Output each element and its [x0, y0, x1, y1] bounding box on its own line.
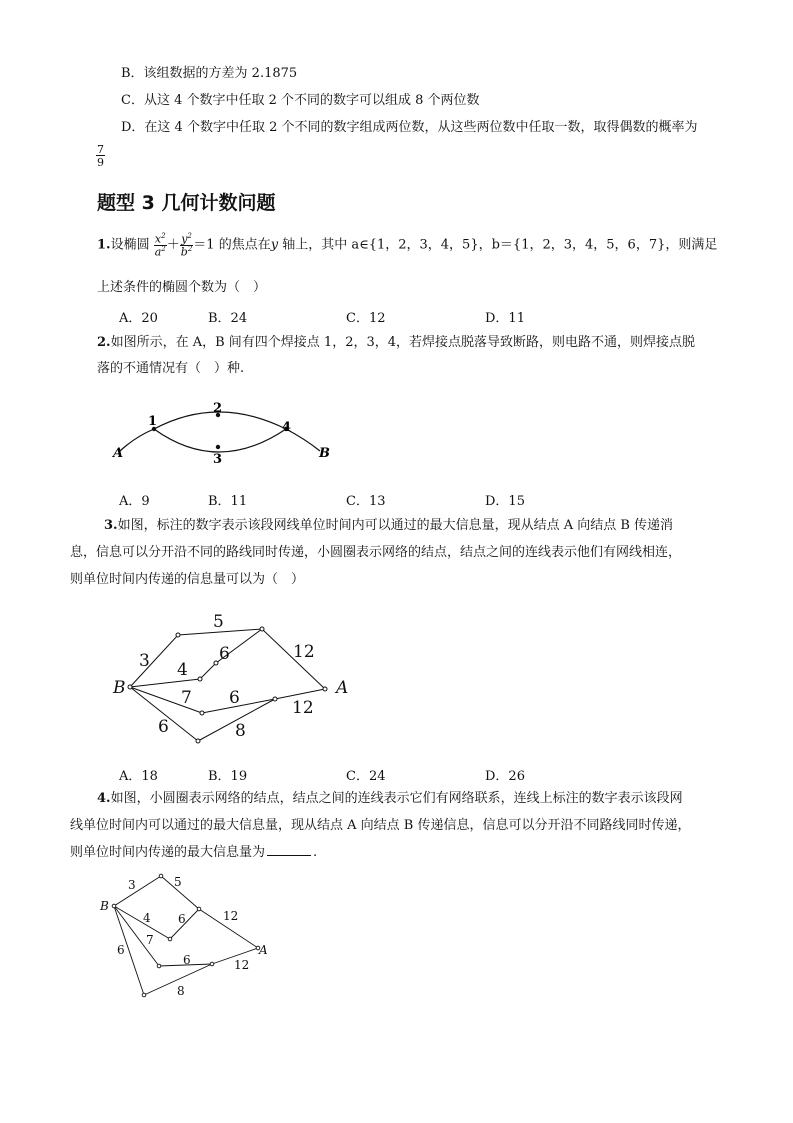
q3-line2: 息，信息可以分开沿不同的路线同时传递，小圆圈表示网络的结点，结点之间的连线表示他们有网线相连， [70, 545, 682, 560]
edge-4: 4 [143, 911, 151, 925]
q1-number: 1. [97, 237, 111, 253]
q2-circuit-figure [100, 395, 340, 473]
q1-pre: 设椭圆 [110, 237, 150, 253]
q3-line3: 则单位时间内传递的信息量可以为（ ） [70, 572, 305, 587]
prev-option-d: D．在这 4 个数字中任取 2 个不同的数字组成两位数，从这些两位数中任取一数，取得偶数的概率为 [121, 120, 698, 135]
q4-text-3: 则单位时间内传递的最大信息量为 [70, 845, 266, 860]
label-a: A [259, 943, 268, 957]
q1-line2: 上述条件的椭圆个数为（ ） [97, 280, 267, 295]
q4-number: 4. [97, 791, 111, 806]
prev-option-b: B．该组数据的方差为 2.1875 [121, 66, 298, 81]
wire-lower-arc [154, 429, 286, 452]
q2-option-a: A．9 [119, 494, 150, 509]
q1-set-a: a∈{1，2，3，4，5}， [351, 237, 492, 253]
q4-line3 [70, 845, 317, 861]
edge-8: 8 [177, 984, 185, 998]
q1-plus: ＋ [166, 237, 180, 253]
q4-text-end: . [313, 845, 318, 860]
edge-5: 5 [213, 612, 224, 632]
edge-4: 4 [177, 660, 188, 680]
q1-mid: 轴上，其中 [278, 237, 352, 253]
label-b: B [113, 678, 126, 698]
label-a: A [113, 446, 124, 461]
edge-6c: 6 [117, 943, 125, 957]
edge-6a: 6 [219, 644, 230, 664]
edge-12a: 12 [293, 642, 315, 662]
q2-option-b: B．11 [208, 494, 248, 509]
q3-text-1: 如图，标注的数字表示该段网线单位时间内可以通过的最大信息量，现从结点 A 向结点 B 传递消 [117, 518, 674, 533]
q4-line2: 线单位时间内可以通过的最大信息量，现从结点 A 向结点 B 传递信息，信息可以分开沿不同路线同时传递， [70, 818, 691, 833]
q2-option-c: C．13 [346, 494, 386, 509]
wire-a-to-1 [120, 429, 154, 451]
q1-option-a: A．20 [119, 311, 158, 326]
q1-option-b: B．24 [208, 311, 248, 326]
q1-line1 [97, 233, 717, 257]
prev-option-c: C．从这 4 个数字中任取 2 个不同的数字可以组成 8 个两位数 [121, 93, 480, 108]
q3-number: 3. [104, 518, 118, 533]
q2-option-d: D．15 [485, 494, 525, 509]
label-1: 1 [148, 414, 158, 429]
edge-6c: 6 [158, 717, 169, 737]
node-3 [216, 445, 220, 449]
label-b: B [319, 446, 330, 461]
q3-option-b: B．19 [208, 769, 248, 784]
q1-eq-rest: ＝1 的焦点在 [193, 237, 271, 253]
q1-frac-x: $\frac{x^2}{a^2}$ [154, 232, 166, 259]
edge-12a: 12 [223, 909, 239, 923]
q2-line1 [97, 335, 695, 351]
edge-7: 7 [146, 933, 154, 947]
wire-4-to-b [286, 429, 320, 451]
q1-frac-y: $\frac{y^2}{b^2}$ [180, 232, 193, 259]
q4-network-figure [95, 868, 285, 1000]
prev-option-d-fraction [96, 144, 105, 168]
q3-network-figure [105, 605, 355, 750]
label-a: A [336, 678, 349, 698]
edge-6a: 6 [178, 912, 186, 926]
edge-7: 7 [181, 688, 192, 708]
q3-option-d: D．26 [485, 769, 525, 784]
q4-answer-blank[interactable] [267, 855, 311, 856]
label-3: 3 [213, 452, 223, 467]
q3-line1 [104, 518, 673, 534]
fraction-numerator: 7 [97, 143, 104, 156]
q1-option-c: C．12 [346, 311, 386, 326]
q3-option-c: C．24 [346, 769, 386, 784]
edge-6b: 6 [229, 688, 240, 708]
edge-8: 8 [235, 721, 246, 741]
q4-text-1: 如图，小圆圈表示网络的结点，结点之间的连线表示它们有网络联系，连线上标注的数字表示该段网 [110, 791, 683, 806]
q1-axis: y [270, 237, 279, 253]
edge-12b: 12 [292, 698, 314, 718]
edge-3: 3 [139, 651, 150, 671]
q2-line2: 落的不通情况有（ ）种. [97, 361, 245, 376]
edge-5: 5 [174, 875, 182, 889]
label-4: 4 [282, 420, 292, 435]
q1-set-b: b＝{1，2，3，4，5，6，7}，则满足 [491, 237, 718, 253]
label-2: 2 [213, 401, 223, 416]
q2-text-1: 如图所示，在 A，B 间有四个焊接点 1，2，3，4，若焊接点脱落导致断路，则电路不通，则焊接点脱 [110, 335, 696, 350]
edge-6b: 6 [183, 953, 191, 967]
edge-3: 3 [128, 878, 136, 892]
fraction-denominator: 9 [97, 156, 104, 169]
section-title: 题型 3 几何计数问题 [97, 192, 276, 214]
q3-option-a: A．18 [119, 769, 158, 784]
q4-line1 [97, 791, 683, 807]
edge-12b: 12 [234, 958, 250, 972]
q2-number: 2. [97, 335, 111, 350]
q1-option-d: D．11 [485, 311, 525, 326]
label-b: B [100, 899, 109, 913]
